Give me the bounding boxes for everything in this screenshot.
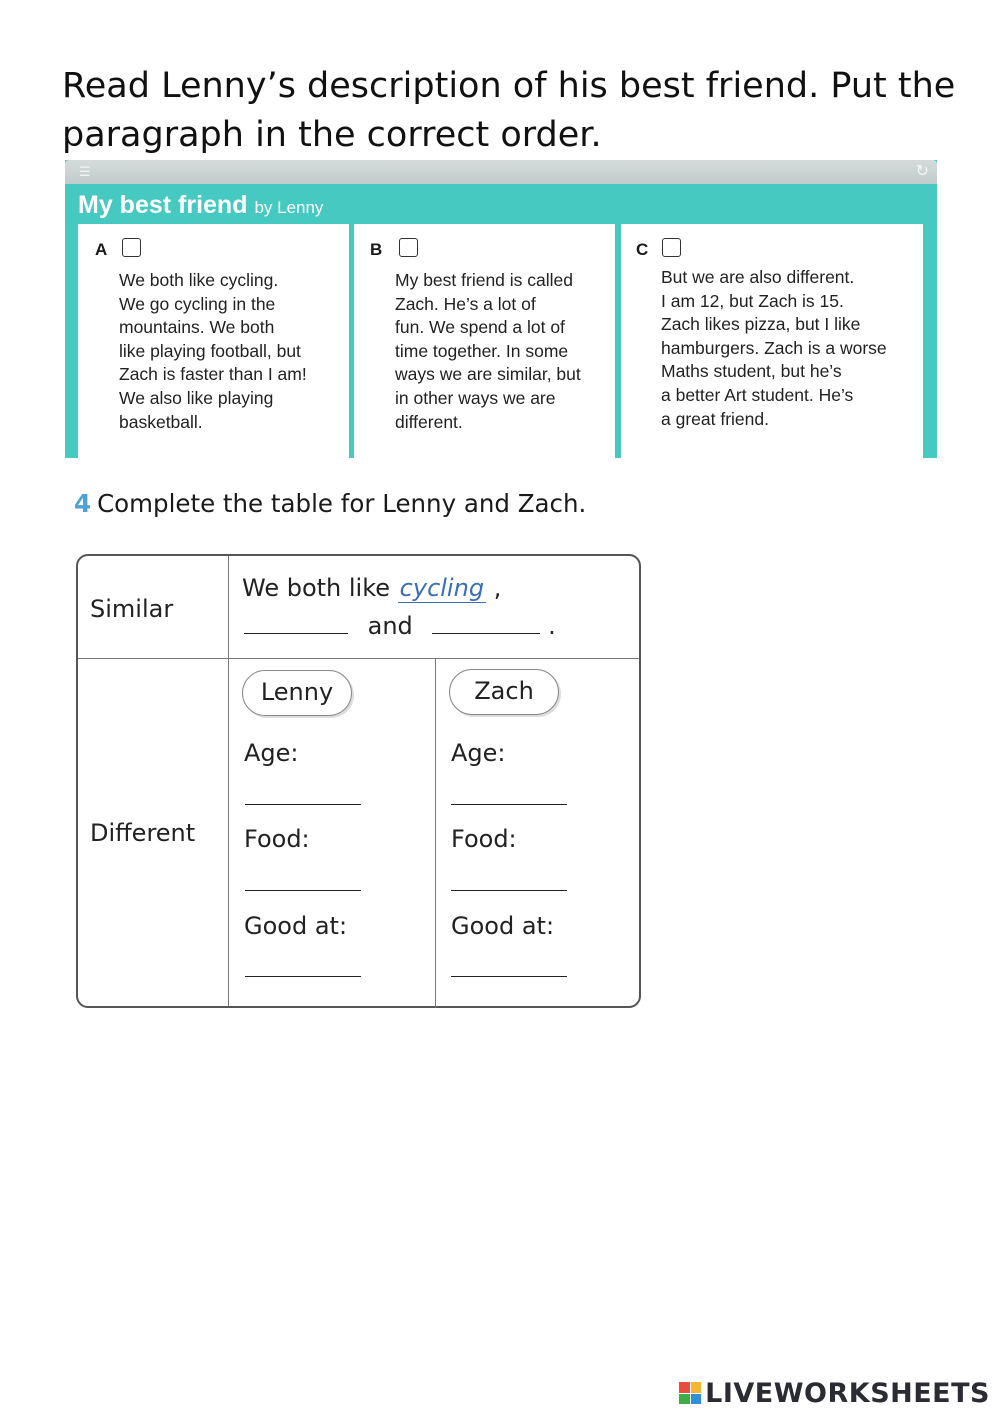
similar-blank-1[interactable]	[244, 631, 348, 634]
lenny-good-at-blank[interactable]	[245, 976, 361, 977]
column-divider	[228, 556, 229, 1006]
similar-period: .	[548, 612, 556, 640]
menu-icon: ☰	[79, 165, 91, 180]
example-answer: cycling	[399, 574, 485, 602]
panel-toolbar	[65, 160, 937, 184]
lenny-header: Lenny	[242, 670, 352, 716]
similar-label: Similar	[90, 595, 174, 623]
card-letter: B	[370, 240, 383, 259]
zach-age-blank[interactable]	[451, 804, 567, 805]
reading-panel	[65, 160, 937, 458]
question-number: 4	[74, 489, 92, 518]
card-text: My best friend is called Zach. He’s a lot of fun. We spend a lot of time together. In some ways we are similar, but in other ways we are different.	[395, 270, 581, 432]
lenny-age-blank[interactable]	[245, 804, 361, 805]
card-text: But we are also different. I am 12, but Zach is 15. Zach likes pizza, but I like hamburgers. Zach is a worse Maths student, but he’s a better Art student. He’s a great friend.	[661, 267, 887, 429]
logo-square	[679, 1394, 690, 1405]
lenny-food-label: Food:	[244, 825, 310, 853]
panel-byline: by Lenny	[254, 198, 324, 217]
logo-mark-icon	[679, 1382, 701, 1404]
card-text: We both like cycling. We go cycling in the mountains. We both like playing football, but Zach is faster than I am! We also like playing basketball.	[119, 270, 307, 432]
similar-sentence-line2	[244, 611, 556, 641]
logo-square	[679, 1382, 690, 1393]
card-letter: C	[636, 240, 649, 259]
lenny-food-blank[interactable]	[245, 890, 361, 891]
liveworksheets-logo	[679, 1376, 990, 1410]
lenny-good-at-label: Good at:	[244, 912, 348, 940]
card-letter: A	[95, 240, 108, 259]
panel-title	[78, 188, 323, 225]
logo-square	[691, 1382, 702, 1393]
row-divider	[78, 658, 639, 659]
logo-square	[691, 1394, 702, 1405]
different-label: Different	[90, 819, 196, 847]
paragraph-card-c	[621, 224, 923, 460]
lenny-age-label: Age:	[244, 739, 299, 767]
zach-food-label: Food:	[451, 825, 517, 853]
zach-good-at-label: Good at:	[451, 912, 555, 940]
paragraph-card-a	[78, 224, 349, 460]
zach-good-at-blank[interactable]	[451, 976, 567, 977]
similar-prefix: We both like	[242, 574, 391, 602]
similar-and: and	[367, 612, 413, 640]
zach-age-label: Age:	[451, 739, 506, 767]
panel-title-text: My best friend	[78, 191, 248, 219]
order-checkbox-a[interactable]	[122, 238, 141, 257]
question-heading	[74, 487, 586, 521]
similar-blank-2[interactable]	[432, 631, 540, 634]
similar-comma: ,	[493, 574, 502, 602]
order-checkbox-b[interactable]	[399, 238, 418, 257]
similar-sentence-line1	[242, 573, 501, 603]
comparison-table	[76, 554, 641, 1008]
paragraph-card-b	[354, 224, 615, 460]
instruction-text: Read Lenny’s description of his best friend. Put the paragraph in the correct order.	[62, 66, 956, 155]
brand-name: LIVEWORKSHEETS	[705, 1377, 990, 1409]
column-divider	[435, 658, 436, 1008]
refresh-icon: ↻	[915, 161, 929, 180]
zach-food-blank[interactable]	[451, 890, 567, 891]
zach-header: Zach	[449, 669, 559, 715]
question-text: Complete the table for Lenny and Zach.	[97, 489, 587, 518]
order-checkbox-c[interactable]	[662, 238, 681, 257]
